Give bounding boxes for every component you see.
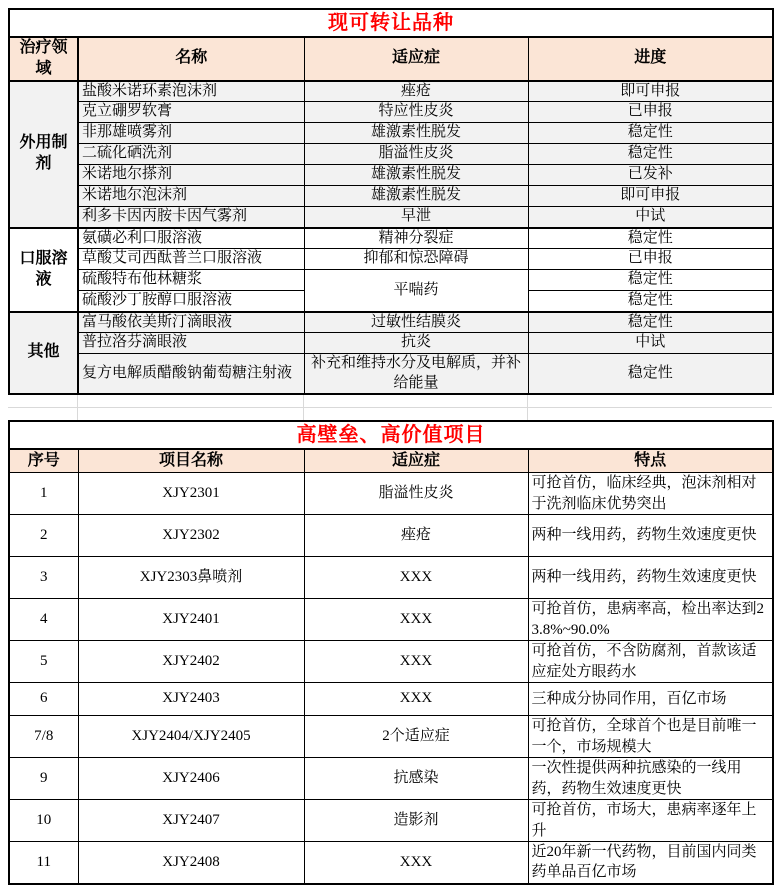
progress-cell: 即可申报 bbox=[528, 81, 773, 102]
column-header-features: 特点 bbox=[528, 449, 773, 473]
progress-cell: 稳定性 bbox=[528, 312, 773, 333]
table1-row bbox=[9, 102, 773, 123]
features-cell: 两种一线用药，药物生效速度更快 bbox=[528, 515, 773, 557]
table1-row bbox=[9, 186, 773, 207]
project-name-cell: XJY2303鼻喷剂 bbox=[78, 557, 304, 599]
indication-cell: 平喘药 bbox=[304, 270, 528, 312]
serial-cell: 5 bbox=[9, 641, 78, 683]
indication-cell: XXX bbox=[304, 842, 528, 884]
progress-cell: 稳定性 bbox=[528, 144, 773, 165]
project-name-cell: XJY2401 bbox=[78, 599, 304, 641]
serial-cell: 6 bbox=[9, 683, 78, 716]
serial-cell: 11 bbox=[9, 842, 78, 884]
column-header-serial: 序号 bbox=[9, 449, 78, 473]
features-cell: 可抢首仿，不含防腐剂，首款该适应症处方眼药水 bbox=[528, 641, 773, 683]
column-header-name: 名称 bbox=[78, 37, 304, 81]
document-body bbox=[8, 8, 772, 885]
features-cell: 三种成分协同作用，百亿市场 bbox=[528, 683, 773, 716]
indication-cell: 痤疮 bbox=[304, 515, 528, 557]
product-name-cell: 二硫化硒洗剂 bbox=[78, 144, 304, 165]
product-name-cell: 草酸艾司西酞普兰口服溶液 bbox=[78, 249, 304, 270]
serial-cell: 7/8 bbox=[9, 716, 78, 758]
project-name-cell: XJY2301 bbox=[78, 473, 304, 515]
serial-cell: 1 bbox=[9, 473, 78, 515]
table2-row bbox=[9, 515, 773, 557]
table1-row bbox=[9, 165, 773, 186]
product-name-cell: 克立硼罗软膏 bbox=[78, 102, 304, 123]
indication-cell: 精神分裂症 bbox=[304, 228, 528, 249]
progress-cell: 已申报 bbox=[528, 102, 773, 123]
indication-cell: 补充和维持水分及电解质，并补给能量 bbox=[304, 354, 528, 395]
progress-cell: 中试 bbox=[528, 333, 773, 354]
indication-cell: 脂溢性皮炎 bbox=[304, 473, 528, 515]
serial-cell: 10 bbox=[9, 800, 78, 842]
features-cell: 可抢首仿，市场大，患病率逐年上升 bbox=[528, 800, 773, 842]
product-name-cell: 盐酸米诺环素泡沫剂 bbox=[78, 81, 304, 102]
therapy-area-cell: 口服溶液 bbox=[9, 228, 78, 312]
transferable-products-table bbox=[8, 8, 774, 395]
indication-cell: 抗炎 bbox=[304, 333, 528, 354]
product-name-cell: 硫酸特布他林糖浆 bbox=[78, 270, 304, 291]
indication-cell: 2个适应症 bbox=[304, 716, 528, 758]
sheet-gridline bbox=[527, 395, 528, 420]
progress-cell: 稳定性 bbox=[528, 291, 773, 312]
table1-row bbox=[9, 81, 773, 102]
indication-cell: 雄激素性脱发 bbox=[304, 123, 528, 144]
table2-row bbox=[9, 641, 773, 683]
sheet-gridline bbox=[77, 395, 78, 420]
table1-row bbox=[9, 333, 773, 354]
indication-cell: XXX bbox=[304, 641, 528, 683]
project-name-cell: XJY2403 bbox=[78, 683, 304, 716]
progress-cell: 中试 bbox=[528, 207, 773, 228]
project-name-cell: XJY2407 bbox=[78, 800, 304, 842]
table2-body bbox=[9, 473, 773, 884]
progress-cell: 稳定性 bbox=[528, 354, 773, 395]
table1-title: 现可转让品种 bbox=[9, 9, 773, 37]
progress-cell: 即可申报 bbox=[528, 186, 773, 207]
product-name-cell: 非那雄喷雾剂 bbox=[78, 123, 304, 144]
table2-row bbox=[9, 716, 773, 758]
indication-cell: 造影剂 bbox=[304, 800, 528, 842]
indication-cell: 雄激素性脱发 bbox=[304, 186, 528, 207]
product-name-cell: 硫酸沙丁胺醇口服溶液 bbox=[78, 291, 304, 312]
serial-cell: 4 bbox=[9, 599, 78, 641]
indication-cell: 痤疮 bbox=[304, 81, 528, 102]
project-name-cell: XJY2402 bbox=[78, 641, 304, 683]
indication-cell: 雄激素性脱发 bbox=[304, 165, 528, 186]
project-name-cell: XJY2404/XJY2405 bbox=[78, 716, 304, 758]
table1-row bbox=[9, 249, 773, 270]
column-header-indication: 适应症 bbox=[304, 37, 528, 81]
table1-row bbox=[9, 312, 773, 333]
table1-row bbox=[9, 207, 773, 228]
table1-header-row bbox=[9, 37, 773, 81]
therapy-area-cell: 外用制剂 bbox=[9, 81, 78, 228]
project-name-cell: XJY2408 bbox=[78, 842, 304, 884]
project-name-cell: XJY2302 bbox=[78, 515, 304, 557]
progress-cell: 稳定性 bbox=[528, 228, 773, 249]
table1-body bbox=[9, 81, 773, 395]
high-value-projects-table bbox=[8, 420, 774, 885]
column-header-therapy-area: 治疗领域 bbox=[9, 37, 78, 81]
indication-cell: 早泄 bbox=[304, 207, 528, 228]
product-name-cell: 复方电解质醋酸钠葡萄糖注射液 bbox=[78, 354, 304, 395]
indication-cell: 抑郁和惊恐障碍 bbox=[304, 249, 528, 270]
table1-row bbox=[9, 354, 773, 395]
table1-row bbox=[9, 144, 773, 165]
table1-row bbox=[9, 270, 773, 291]
features-cell: 近20年新一代药物，目前国内同类药单品百亿市场 bbox=[528, 842, 773, 884]
progress-cell: 已申报 bbox=[528, 249, 773, 270]
sheet-gridline bbox=[8, 407, 772, 408]
column-header-indication: 适应症 bbox=[304, 449, 528, 473]
serial-cell: 9 bbox=[9, 758, 78, 800]
features-cell: 可抢首仿，全球首个也是目前唯一一个，市场规模大 bbox=[528, 716, 773, 758]
indication-cell: 抗感染 bbox=[304, 758, 528, 800]
table1-title-row bbox=[9, 9, 773, 37]
table1-row bbox=[9, 228, 773, 249]
product-name-cell: 普拉洛芬滴眼液 bbox=[78, 333, 304, 354]
table2-row bbox=[9, 557, 773, 599]
product-name-cell: 利多卡因丙胺卡因气雾剂 bbox=[78, 207, 304, 228]
table1-row bbox=[9, 123, 773, 144]
sheet-gridline-gap bbox=[8, 395, 772, 420]
features-cell: 可抢首仿，临床经典，泡沫剂相对于洗剂临床优势突出 bbox=[528, 473, 773, 515]
indication-cell: 过敏性结膜炎 bbox=[304, 312, 528, 333]
product-name-cell: 氨磺必利口服溶液 bbox=[78, 228, 304, 249]
table2-row bbox=[9, 473, 773, 515]
column-header-project-name: 项目名称 bbox=[78, 449, 304, 473]
product-name-cell: 米诺地尔搽剂 bbox=[78, 165, 304, 186]
column-header-progress: 进度 bbox=[528, 37, 773, 81]
serial-cell: 2 bbox=[9, 515, 78, 557]
features-cell: 两种一线用药，药物生效速度更快 bbox=[528, 557, 773, 599]
product-name-cell: 米诺地尔泡沫剂 bbox=[78, 186, 304, 207]
table2-row bbox=[9, 599, 773, 641]
progress-cell: 已发补 bbox=[528, 165, 773, 186]
indication-cell: XXX bbox=[304, 599, 528, 641]
table2-header-row bbox=[9, 449, 773, 473]
indication-cell: XXX bbox=[304, 683, 528, 716]
table2-row bbox=[9, 842, 773, 884]
progress-cell: 稳定性 bbox=[528, 123, 773, 144]
table2-row bbox=[9, 683, 773, 716]
serial-cell: 3 bbox=[9, 557, 78, 599]
features-cell: 一次性提供两种抗感染的一线用药，药物生效速度更快 bbox=[528, 758, 773, 800]
indication-cell: 特应性皮炎 bbox=[304, 102, 528, 123]
product-name-cell: 富马酸依美斯汀滴眼液 bbox=[78, 312, 304, 333]
therapy-area-cell: 其他 bbox=[9, 312, 78, 395]
features-cell: 可抢首仿，患病率高，检出率达到23.8%~90.0% bbox=[528, 599, 773, 641]
sheet-gridline bbox=[303, 395, 304, 420]
indication-cell: XXX bbox=[304, 557, 528, 599]
table2-title: 高壁垒、高价值项目 bbox=[9, 421, 773, 449]
indication-cell: 脂溢性皮炎 bbox=[304, 144, 528, 165]
table2-title-row bbox=[9, 421, 773, 449]
table2-row bbox=[9, 758, 773, 800]
table2-row bbox=[9, 800, 773, 842]
progress-cell: 稳定性 bbox=[528, 270, 773, 291]
project-name-cell: XJY2406 bbox=[78, 758, 304, 800]
